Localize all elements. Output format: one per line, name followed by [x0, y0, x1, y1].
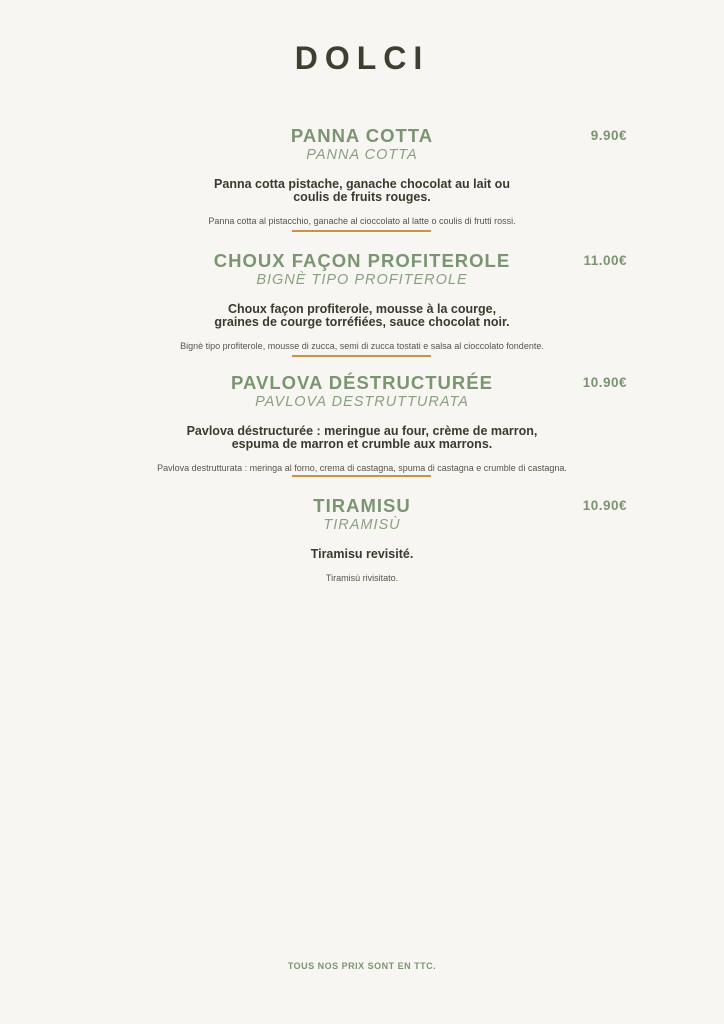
item-description-italian: Tiramisù rivisitato.	[325, 573, 399, 583]
item-description: Panna cotta pistache, ganache chocolat au lait ou coulis de fruits rouges.	[214, 177, 510, 204]
item-description: Choux façon profiterole, mousse à la courge, graines de courge torréfiées, sauce chocolat noir.	[214, 302, 510, 329]
item-name: TIRAMISU	[313, 495, 411, 516]
menu-title: DOLCI	[294, 40, 430, 76]
menu-item-panna-cotta	[0, 125, 724, 227]
item-price: 10.90€	[582, 498, 627, 513]
menu-item-tiramisu	[0, 495, 724, 584]
item-name: PAVLOVA DÉSTRUCTURÉE	[231, 372, 493, 393]
menu-item-choux-profiterole	[0, 250, 724, 352]
item-name: PANNA COTTA	[290, 125, 434, 146]
divider	[292, 475, 431, 477]
item-description-italian: Panna cotta al pistacchio, ganache al cioccolato al latte o coulis di frutti rossi.	[208, 216, 516, 226]
item-name-italian: BIGNÈ TIPO PROFITEROLE	[256, 272, 468, 288]
item-price: 9.90€	[590, 128, 627, 143]
divider	[292, 355, 431, 357]
item-description-italian: Pavlova destrutturata : meringa al forno, crema di castagna, spuma di castagna e crumble di castagna.	[157, 463, 567, 473]
divider	[292, 230, 431, 232]
item-description: Tiramisu revisité.	[310, 547, 414, 561]
item-description: Pavlova déstructurée : meringue au four, crème de marron, espuma de marron et crumble aux marrons.	[186, 424, 538, 451]
item-description-italian: Bignè tipo profiterole, mousse di zucca, semi di zucca tostati e salsa al cioccolato fondente.	[180, 341, 544, 351]
item-price: 10.90€	[582, 375, 627, 390]
item-price: 11.00€	[583, 253, 627, 268]
item-name-italian: PAVLOVA DESTRUTTURATA	[255, 394, 469, 410]
item-name-italian: TIRAMISÙ	[323, 517, 401, 533]
menu-item-pavlova	[0, 372, 724, 474]
item-name: CHOUX FAÇON PROFITEROLE	[213, 250, 511, 271]
price-note-footer: TOUS NOS PRIX SONT EN TTC.	[287, 961, 437, 971]
item-name-italian: PANNA COTTA	[306, 147, 418, 163]
